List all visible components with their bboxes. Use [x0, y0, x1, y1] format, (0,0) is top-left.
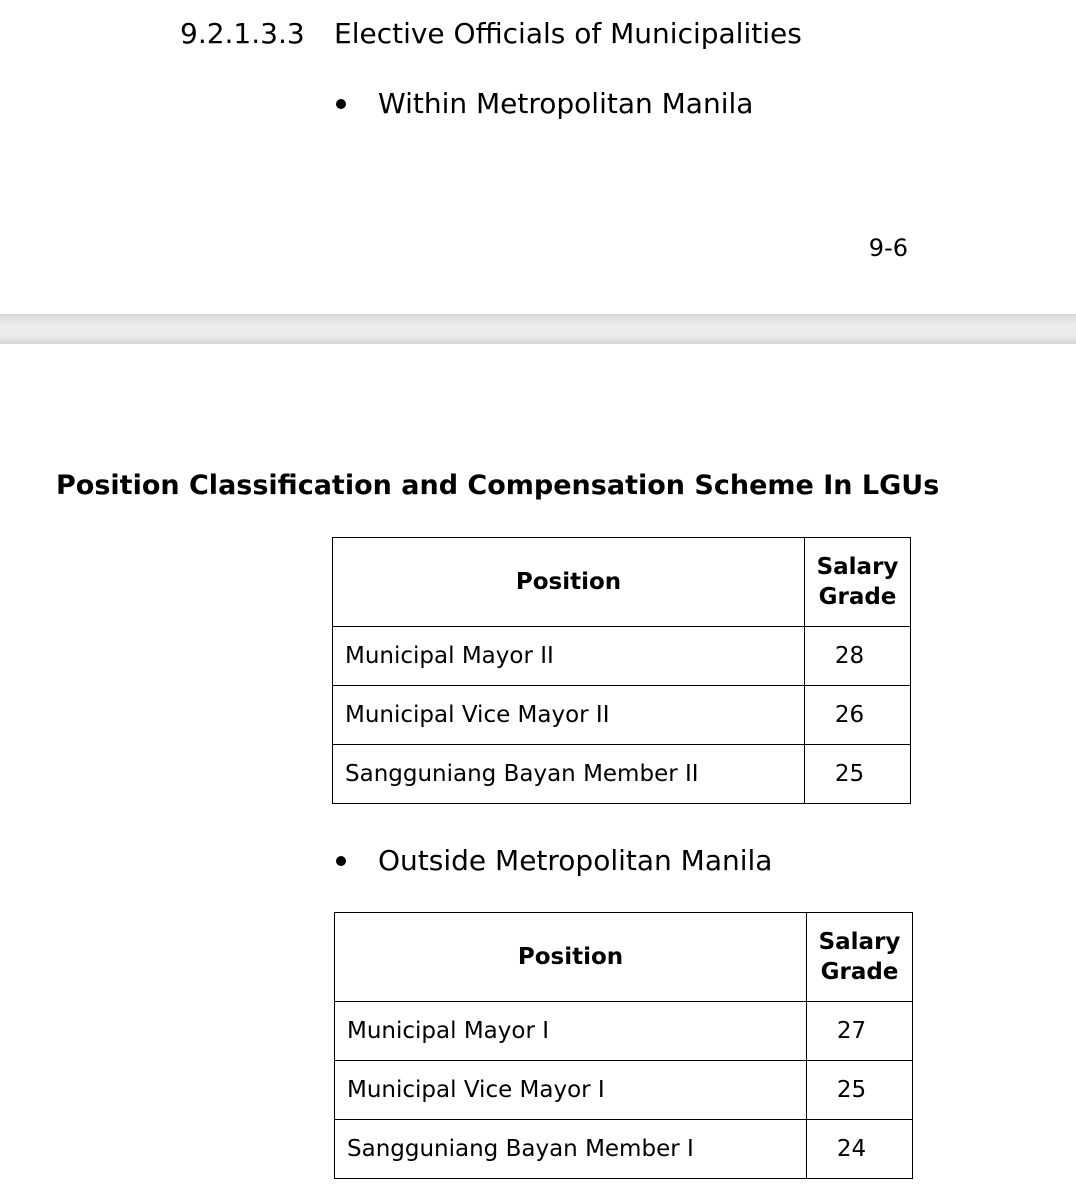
table-row [335, 1002, 913, 1061]
position-cell: Municipal Vice Mayor I [335, 1061, 807, 1120]
grade-cell: 25 [807, 1061, 913, 1120]
table-header-row [333, 538, 911, 627]
header-line: Grade [820, 959, 899, 985]
column-header-salary-grade [805, 538, 911, 627]
table-header-row [335, 913, 913, 1002]
column-header-salary-grade [807, 913, 913, 1002]
header-line: Salary [816, 554, 899, 580]
salary-table-within-manila [332, 537, 911, 804]
section-number: 9.2.1.3.3 [180, 17, 305, 50]
grade-cell: 28 [805, 627, 911, 686]
section-title: Elective Officials of Municipalities [334, 17, 802, 50]
previous-page [0, 0, 1076, 314]
table-row [333, 686, 911, 745]
grade-cell: 24 [807, 1120, 913, 1179]
page-separator [0, 314, 1076, 344]
column-header-position: Position [335, 913, 807, 1002]
bullet-item-within-manila [334, 84, 753, 124]
table-row [335, 1120, 913, 1179]
position-cell: Sangguniang Bayan Member I [335, 1120, 807, 1179]
bullet-text: Outside Metropolitan Manila [378, 844, 773, 877]
grade-cell: 25 [805, 745, 911, 804]
bullet-item-outside-manila [334, 841, 772, 881]
grade-cell: 27 [807, 1002, 913, 1061]
header-line: Grade [818, 584, 897, 610]
position-cell: Municipal Vice Mayor II [333, 686, 805, 745]
bullet-icon [336, 99, 346, 109]
page-number: 9-6 [868, 234, 908, 262]
salary-table-outside-manila [334, 912, 913, 1179]
position-cell: Municipal Mayor I [335, 1002, 807, 1061]
position-cell: Sangguniang Bayan Member II [333, 745, 805, 804]
bullet-icon [336, 856, 346, 866]
table-row [333, 627, 911, 686]
table-row [333, 745, 911, 804]
page-heading: Position Classification and Compensation Scheme In LGUs [56, 470, 940, 501]
bullet-text: Within Metropolitan Manila [378, 87, 754, 120]
column-header-position: Position [333, 538, 805, 627]
grade-cell: 26 [805, 686, 911, 745]
position-cell: Municipal Mayor II [333, 627, 805, 686]
table-row [335, 1061, 913, 1120]
header-line: Salary [818, 929, 901, 955]
